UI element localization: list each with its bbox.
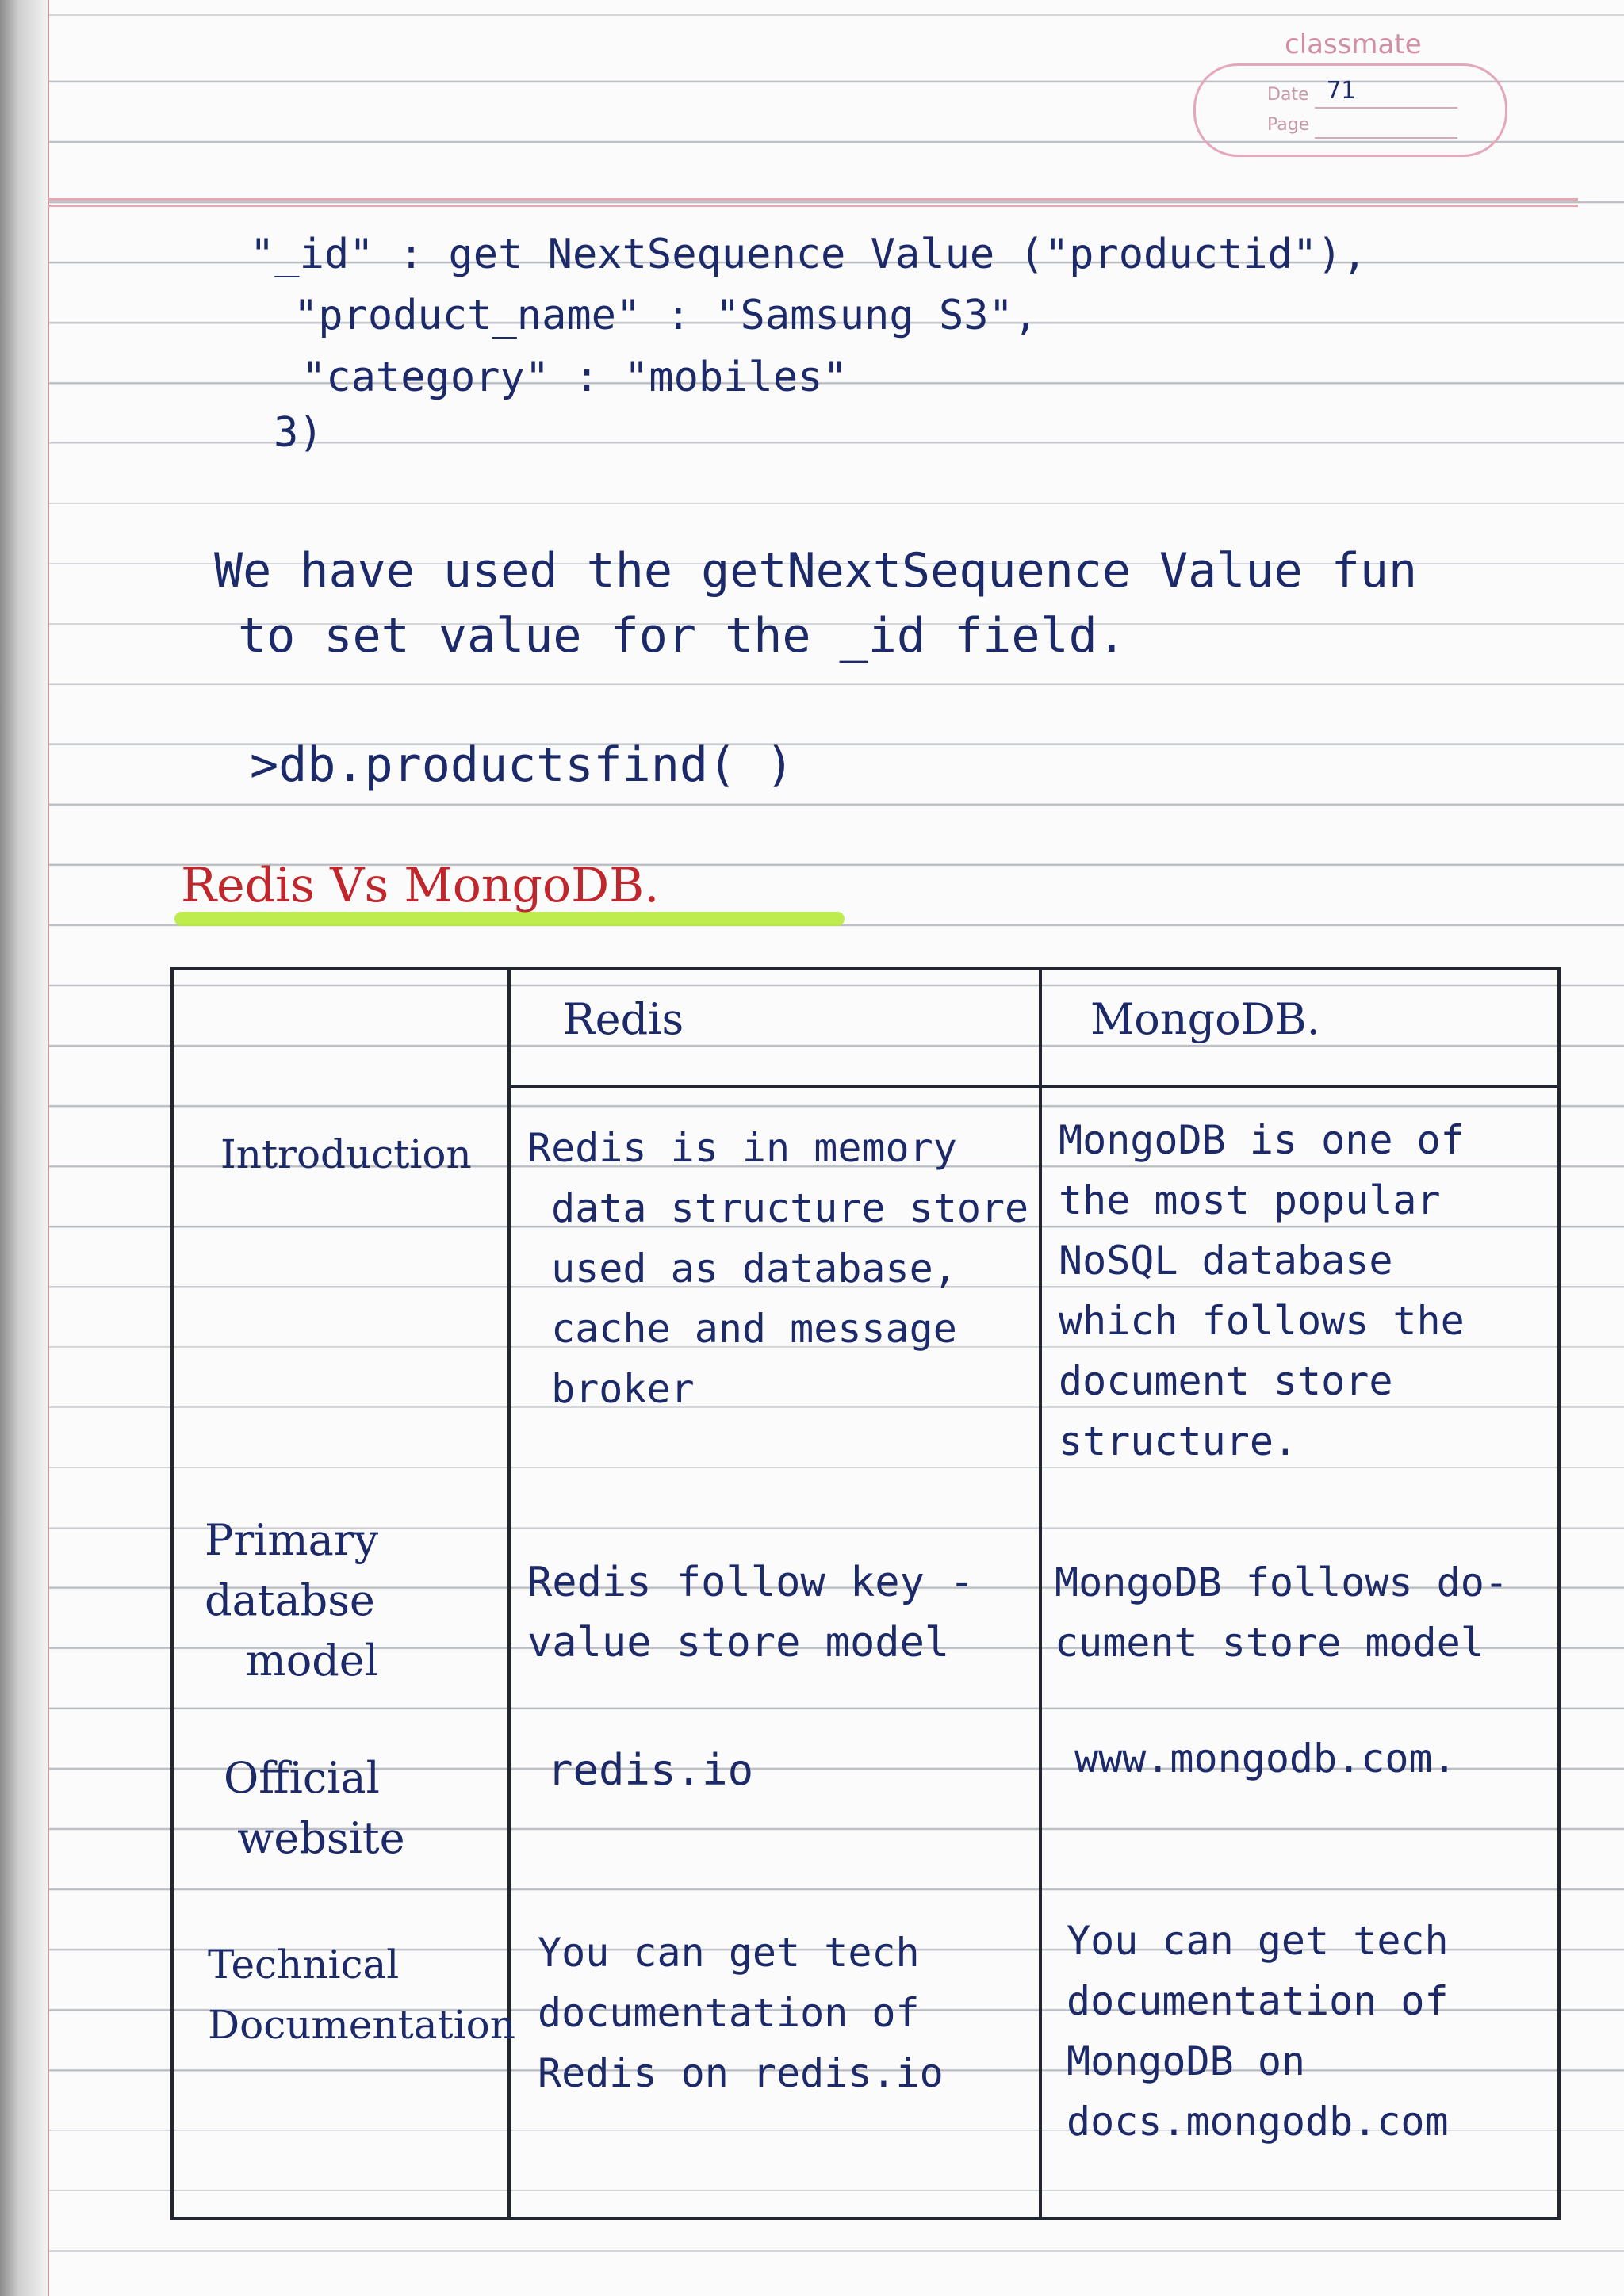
- code-line-close: 3): [274, 409, 324, 457]
- page-binding: [0, 0, 48, 2296]
- cell-redis-primary-model: Redis follow key - value store model: [527, 1559, 975, 1667]
- date-underline: [1315, 107, 1457, 109]
- title-highlight: [174, 912, 845, 926]
- paragraph-line-1: We have used the getNextSequence Value fun: [214, 543, 1418, 599]
- header-rule-bottom: [48, 205, 1578, 207]
- page-underline: [1315, 137, 1457, 139]
- row-label-primary-model: Primary databse model: [205, 1515, 379, 1686]
- code-line-id: "_id" : get NextSequence Value ("productid"),: [250, 231, 1367, 278]
- cell-redis-introduction: Redis is in memory data structure store used as database, cache and message broker: [527, 1125, 1029, 1412]
- row-label-technical-documentation: Technical Documentation: [208, 1942, 515, 2048]
- cell-mongodb-primary-model: MongoDB follows do- cument store model: [1055, 1559, 1508, 1666]
- section-title: Redis Vs MongoDB.: [181, 858, 660, 913]
- notebook-brand: classmate: [1285, 29, 1422, 60]
- row-label-introduction: Introduction: [220, 1131, 472, 1177]
- date-label: Date: [1267, 85, 1309, 105]
- cell-redis-website: redis.io: [547, 1745, 754, 1795]
- header-rule-top: [48, 198, 1578, 201]
- table-header-mongodb: MongoDB.: [1090, 994, 1320, 1044]
- table-header-rule: [508, 1085, 1561, 1088]
- date-value: 71: [1327, 77, 1356, 105]
- cell-mongodb-website: www.mongodb.com.: [1074, 1735, 1457, 1781]
- cell-mongodb-documentation: You can get tech documentation of MongoDB on docs.mongodb.com: [1067, 1918, 1449, 2145]
- code-line-product-name: "product_name" : "Samsung S3",: [293, 292, 1039, 339]
- margin-line: [48, 0, 49, 2296]
- cell-mongodb-introduction: MongoDB is one of the most popular NoSQL database which follows the document store structure.: [1059, 1117, 1465, 1464]
- table-header-redis: Redis: [563, 994, 684, 1044]
- cell-redis-documentation: You can get tech documentation of Redis on redis.io: [538, 1930, 944, 2096]
- page-label: Page: [1267, 115, 1310, 135]
- paragraph-line-2: to set value for the _id field.: [238, 608, 1126, 664]
- row-label-official-website: Official website: [224, 1753, 405, 1863]
- code-line-category: "category" : "mobiles": [301, 354, 848, 401]
- command-line: >db.productsfind( ): [250, 737, 795, 793]
- table-divider-redis: [1039, 967, 1042, 2220]
- date-page-box: [1193, 63, 1507, 157]
